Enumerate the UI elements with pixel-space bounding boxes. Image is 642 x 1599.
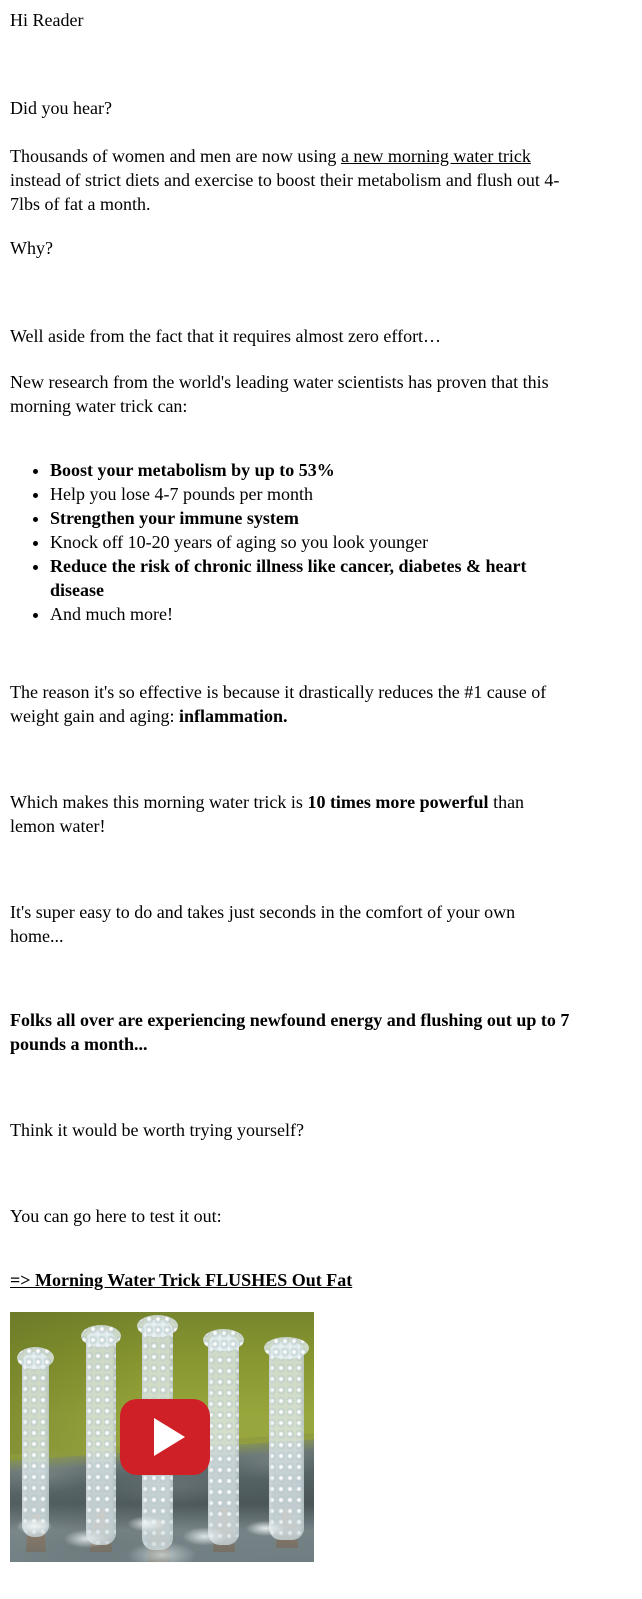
morning-water-trick-link[interactable]: a new morning water trick xyxy=(340,146,531,166)
worth-trying-text: Think it would be worth trying yourself? xyxy=(10,1120,304,1140)
cta-paragraph xyxy=(10,1268,632,1292)
benefit-item-more: • And much more! xyxy=(50,602,632,626)
cta-link[interactable]: => Morning Water Trick FLUSHES Out Fat xyxy=(10,1270,353,1290)
reason-paragraph xyxy=(10,680,632,728)
research-paragraph xyxy=(10,370,632,418)
text-segment: 7lbs of fat a month. xyxy=(10,194,151,214)
test-it-out-text: You can go here to test it out: xyxy=(10,1206,222,1226)
text-line xyxy=(10,168,632,192)
text-segment: home... xyxy=(10,926,64,946)
text-line xyxy=(10,814,632,838)
benefit-item-metabolism: • Boost your metabolism by up to 53% xyxy=(50,458,632,482)
powerful-paragraph xyxy=(10,790,632,838)
text-line xyxy=(10,680,632,704)
text-segment: 10 times more powerful xyxy=(307,792,489,812)
youtube-play-button[interactable] xyxy=(120,1399,210,1475)
text-line xyxy=(10,924,632,948)
benefit-item-chronic-illness xyxy=(50,554,632,602)
text-segment: Reduce the risk of chronic illness like cancer, diabetes & heart xyxy=(50,556,527,576)
intro-paragraph xyxy=(10,144,632,216)
text-line xyxy=(10,370,632,394)
why-text: Why? xyxy=(10,238,53,258)
text-segment: New research from the world's leading water scientists has proven that this xyxy=(10,372,549,392)
text-segment: instead of strict diets and exercise to boost their metabolism and flush out 4- xyxy=(10,170,560,190)
text-segment: lemon water! xyxy=(10,816,106,836)
text-line xyxy=(10,704,632,728)
text-line xyxy=(10,394,632,418)
benefit-item-lose-pounds: • Help you lose 4-7 pounds per month xyxy=(50,482,632,506)
zero-effort-text: Well aside from the fact that it requires almost zero effort… xyxy=(10,326,442,346)
benefit-item-immune: • Strengthen your immune system xyxy=(50,506,632,530)
text-line xyxy=(10,1008,632,1032)
did-you-hear-text: Did you hear? xyxy=(10,98,112,118)
water-splash xyxy=(10,1504,314,1562)
text-segment: pounds a month... xyxy=(10,1034,148,1054)
text-segment: Folks all over are experiencing newfound energy and flushing out up to 7 xyxy=(10,1010,570,1030)
text-segment: Which makes this morning water trick is xyxy=(10,792,308,812)
greeting-text: Hi Reader xyxy=(10,10,84,30)
play-icon xyxy=(154,1418,185,1456)
text-segment: inflammation. xyxy=(178,706,288,726)
text-line xyxy=(50,578,632,602)
text-segment: weight gain and aging: xyxy=(10,706,179,726)
benefit-item-aging: • Knock off 10-20 years of aging so you look younger xyxy=(50,530,632,554)
text-segment: morning water trick can: xyxy=(10,396,188,416)
text-segment: Thousands of women and men are now using xyxy=(10,146,341,166)
text-segment: It's super easy to do and takes just seconds in the comfort of your own xyxy=(10,902,516,922)
text-segment: than xyxy=(488,792,525,812)
text-segment: The reason it's so effective is because it drastically reduces the #1 cause of xyxy=(10,682,547,702)
text-line xyxy=(10,144,632,168)
video-thumbnail[interactable] xyxy=(10,1312,314,1562)
benefits-list xyxy=(10,458,632,626)
super-easy-paragraph xyxy=(10,900,632,948)
folks-paragraph xyxy=(10,1008,632,1056)
text-line xyxy=(10,900,632,924)
text-line xyxy=(10,790,632,814)
text-line xyxy=(10,1032,632,1056)
text-line xyxy=(50,554,632,578)
text-line xyxy=(10,192,632,216)
text-segment: disease xyxy=(50,580,104,600)
